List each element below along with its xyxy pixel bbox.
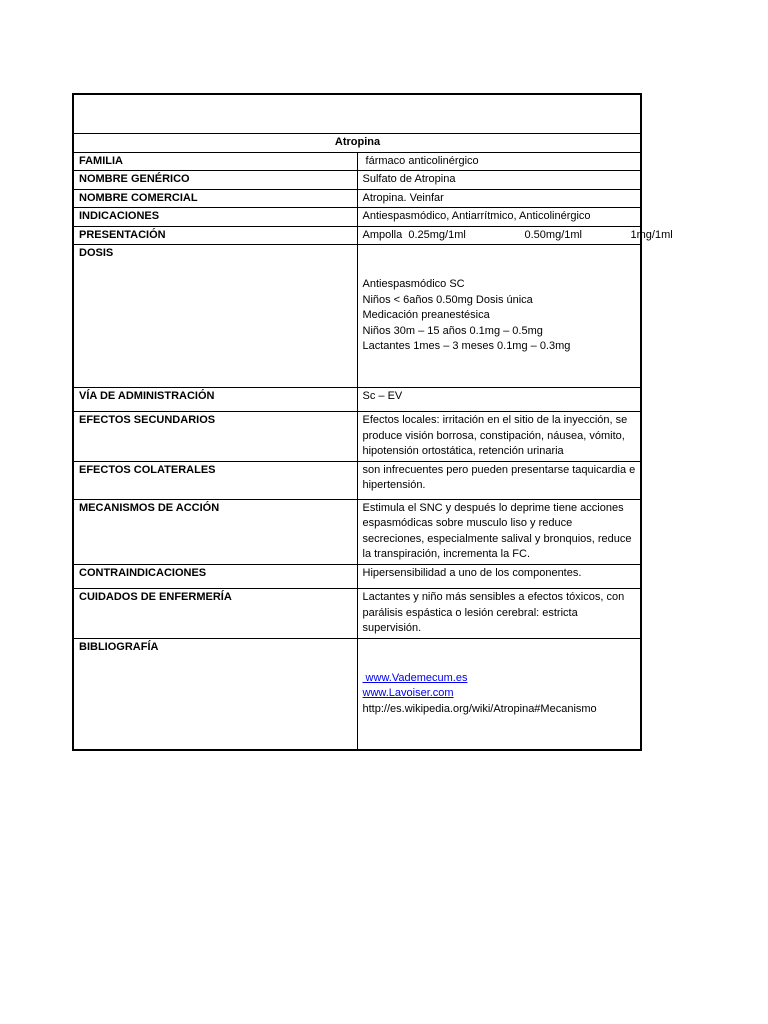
row-value-contraindicaciones: Hipersensibilidad a uno de los componentes. [357, 564, 640, 589]
reference-link-vademecum[interactable]: www.Vademecum.es [362, 671, 468, 684]
row-label-nombre-generico: NOMBRE GENÉRICO [74, 171, 357, 190]
presentation-value: 1mg/1ml [630, 228, 673, 241]
table-row [74, 499, 640, 564]
row-value-nombre-generico: Sulfato de Atropina [357, 171, 640, 190]
title-row [74, 134, 640, 152]
dosis-line: Niños 30m – 15 años 0.1mg – 0.5mg [362, 324, 543, 337]
row-label-nombre-comercial: NOMBRE COMERCIAL [74, 189, 357, 208]
blank-header-row [74, 95, 640, 134]
drug-info-sheet [72, 93, 673, 751]
row-label-presentacion: PRESENTACIÓN [74, 226, 357, 245]
row-value-familia: fármaco anticolinérgico [357, 152, 640, 171]
table-row [74, 189, 640, 208]
row-value-via-administracion: Sc – EV [357, 387, 640, 412]
reference-url-wikipedia: http://es.wikipedia.org/wiki/Atropina#Mecanismo [362, 702, 597, 715]
row-value-bibliografia [357, 638, 640, 749]
dosis-line: Medicación preanestésica [362, 309, 490, 321]
table-row [74, 564, 640, 589]
row-label-dosis: DOSIS [74, 245, 357, 388]
table-row [74, 245, 640, 388]
row-label-familia: FAMILIA [74, 152, 357, 171]
row-label-bibliografia: BIBLIOGRAFÍA [74, 638, 357, 749]
row-value-efectos-colaterales: son infrecuentes pero pueden presentarse taquicardia e hipertensión. [357, 461, 640, 499]
table-row [74, 461, 640, 499]
row-label-efectos-colaterales: EFECTOS COLATERALES [74, 461, 357, 499]
row-value-presentacion [357, 226, 673, 245]
dosis-line: Lactantes 1mes – 3 meses 0.1mg – 0.3mg [362, 340, 571, 352]
table-row [74, 387, 640, 412]
table-row [74, 226, 640, 245]
row-value-indicaciones: Antiespasmódico, Antiarrítmico, Anticolinérgico [357, 208, 640, 227]
presentation-value: 0.50mg/1ml [524, 228, 582, 241]
drug-table [74, 134, 673, 749]
table-row [74, 171, 640, 190]
row-value-efectos-secundarios: Efectos locales: irritación en el sitio de la inyección, se produce visión borrosa, constipación, náusea, vómito, hipotensión ortostática, retención urinaria [357, 412, 640, 462]
presentation-value: Ampolla 0.25mg/1ml [362, 228, 466, 241]
drug-title: Atropina [74, 134, 640, 152]
dosis-line: Antiespasmódico SC [362, 278, 465, 290]
dosis-line: Niños < 6años 0.50mg Dosis única [362, 293, 533, 306]
table-row [74, 412, 640, 462]
table-row [74, 589, 640, 639]
table-row [74, 152, 640, 171]
row-label-contraindicaciones: CONTRAINDICACIONES [74, 564, 357, 589]
row-label-mecanismos-accion: MECANISMOS DE ACCIÓN [74, 499, 357, 564]
row-value-mecanismos-accion: Estimula el SNC y después lo deprime tiene acciones espasmódicas sobre musculo liso y reduce secreciones, especialmente salival y bronquios, reduce la transpiración, incrementa la FC. [357, 499, 640, 564]
reference-link-lavoiser[interactable]: www.Lavoiser.com [362, 687, 454, 699]
row-label-cuidados-enfermeria: CUIDADOS DE ENFERMERÍA [74, 589, 357, 639]
row-label-efectos-secundarios: EFECTOS SECUNDARIOS [74, 412, 357, 462]
row-label-via-administracion: VÍA DE ADMINISTRACIÓN [74, 387, 357, 412]
table-row [74, 208, 640, 227]
row-value-dosis [357, 245, 640, 388]
row-label-indicaciones: INDICACIONES [74, 208, 357, 227]
table-row [74, 638, 640, 749]
row-value-cuidados-enfermeria: Lactantes y niño más sensibles a efectos tóxicos, con parálisis espástica o lesión cerebral: estricta supervisión. [357, 589, 640, 639]
row-value-nombre-comercial: Atropina. Veinfar [357, 189, 640, 208]
